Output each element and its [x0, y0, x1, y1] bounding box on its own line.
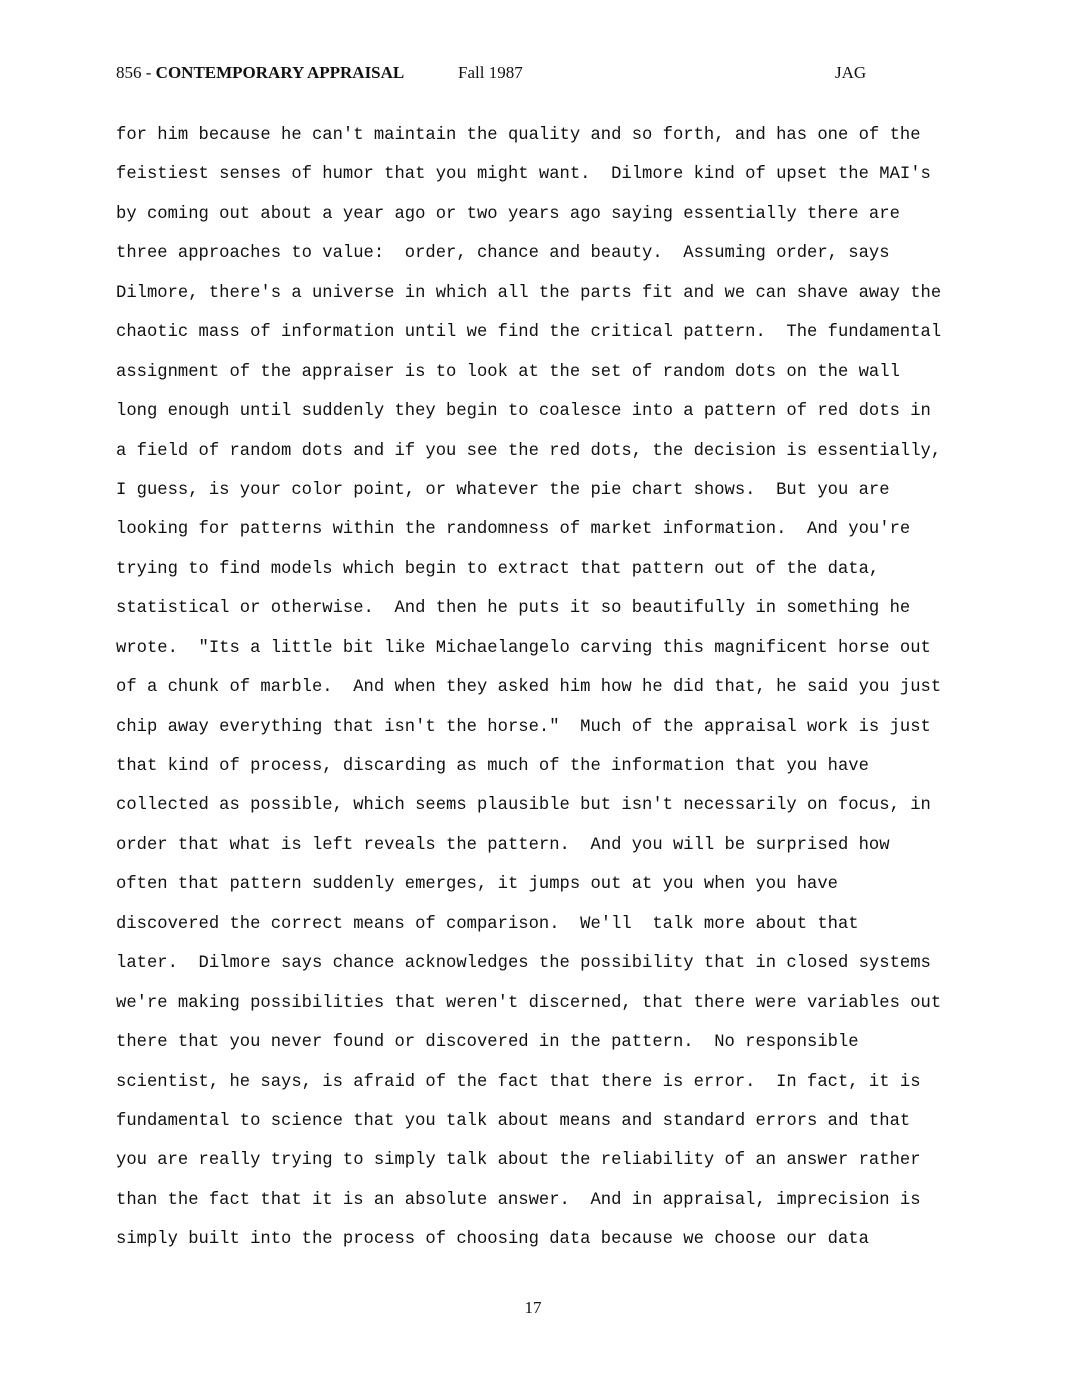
text-line: feistiest senses of humor that you might want. Dilmore kind of upset the MAI's	[116, 165, 931, 185]
text-line: discovered the correct means of comparison. We'll talk more about that	[116, 914, 859, 934]
text-line: often that pattern suddenly emerges, it jumps out at you when you have	[116, 875, 838, 895]
course-title: CONTEMPORARY APPRAISAL	[155, 63, 405, 82]
text-line: by coming out about a year ago or two years ago saying essentially there are	[116, 204, 900, 224]
text-line: than the fact that it is an absolute answer. And in appraisal, imprecision is	[116, 1190, 921, 1210]
text-line: of a chunk of marble. And when they asked him how he did that, he said you just	[116, 678, 942, 698]
text-line: later. Dilmore says chance acknowledges the possibility that in closed systems	[116, 954, 931, 974]
text-line: assignment of the appraiser is to look at the set of random dots on the wall	[116, 362, 900, 382]
author-initials: JAG	[835, 63, 867, 82]
text-line: three approaches to value: order, chance and beauty. Assuming order, says	[116, 244, 890, 264]
text-line: Dilmore, there's a universe in which all the parts fit and we can shave away the	[116, 283, 942, 303]
transcript-body	[116, 116, 1016, 1260]
text-line: trying to find models which begin to extract that pattern out of the data,	[116, 559, 880, 579]
text-line: scientist, he says, is afraid of the fact that there is error. In fact, it is	[116, 1072, 921, 1092]
text-line: chip away everything that isn't the horse." Much of the appraisal work is just	[116, 717, 931, 737]
text-line: simply built into the process of choosing data because we choose our data	[116, 1230, 869, 1250]
text-line: we're making possibilities that weren't discerned, that there were variables out	[116, 993, 942, 1013]
course-number: 856 -	[116, 63, 156, 82]
text-line: for him because he can't maintain the quality and so forth, and has one of the	[116, 126, 921, 145]
text-line: there that you never found or discovered in the pattern. No responsible	[116, 1033, 859, 1053]
course-heading	[116, 62, 404, 84]
text-line: that kind of process, discarding as much of the information that you have	[116, 757, 869, 776]
page-number: 17	[524, 1298, 542, 1317]
text-line: order that what is left reveals the pattern. And you will be surprised how	[116, 835, 890, 855]
text-line: a field of random dots and if you see the red dots, the decision is essentially,	[116, 441, 942, 461]
text-line: statistical or otherwise. And then he puts it so beautifully in something he	[116, 599, 911, 619]
text-line: wrote. "Its a little bit like Michaelangelo carving this magnificent horse out	[116, 638, 931, 658]
text-line: long enough until suddenly they begin to coalesce into a pattern of red dots in	[116, 402, 931, 422]
text-line: looking for patterns within the randomness of market information. And you're	[116, 520, 911, 540]
text-line: collected as possible, which seems plausible but isn't necessarily on focus, in	[116, 796, 931, 816]
text-line: chaotic mass of information until we find the critical pattern. The fundamental	[116, 323, 942, 343]
text-line: you are really trying to simply talk about the reliability of an answer rather	[116, 1151, 921, 1171]
text-line: I guess, is your color point, or whatever the pie chart shows. But you are	[116, 480, 890, 500]
term-label: Fall 1987	[458, 63, 523, 82]
text-line: fundamental to science that you talk about means and standard errors and that	[116, 1111, 911, 1131]
page-header	[0, 62, 1066, 84]
